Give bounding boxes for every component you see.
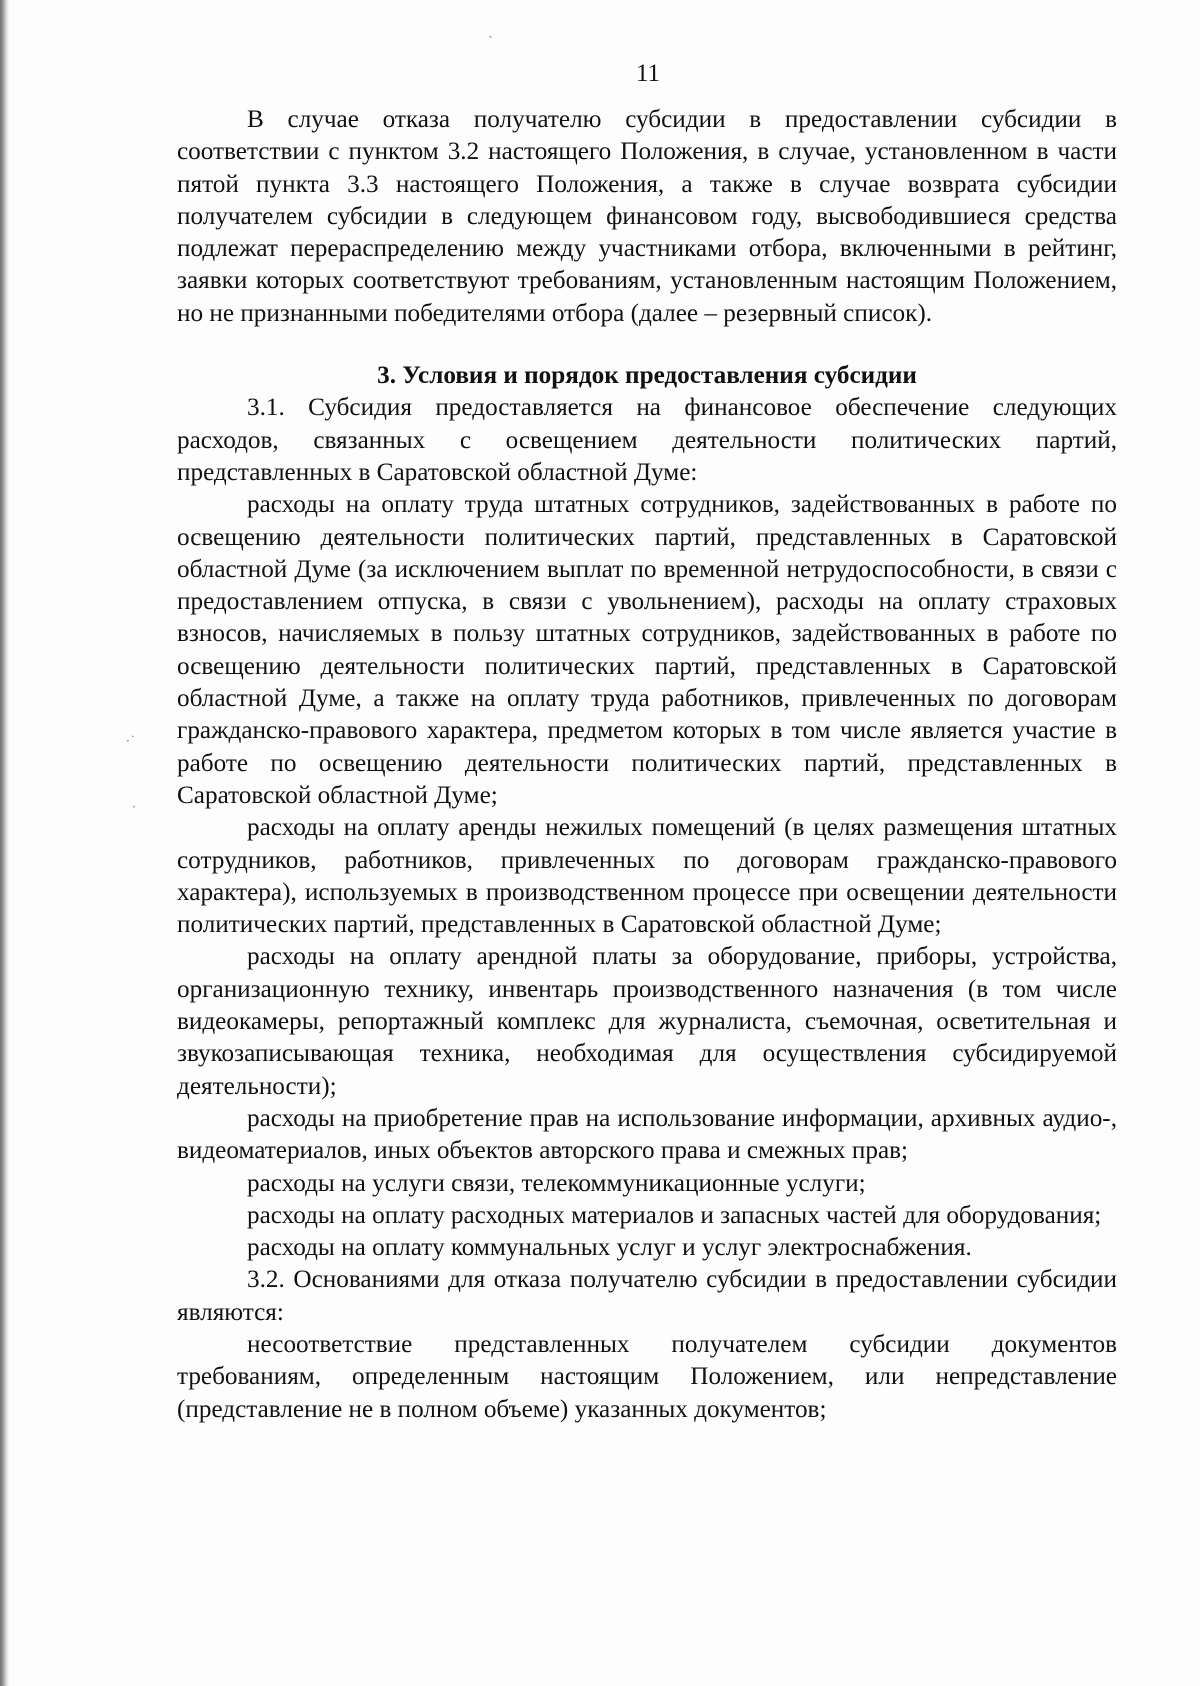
paragraph: 3.1. Субсидия предоставляется на финансовое обеспечение следующих расходов, связанных с освещением деятельности политических партий, представленных в Саратовской областной Думе:: [177, 394, 1117, 486]
paragraph: расходы на оплату арендной платы за оборудование, приборы, устройства, организационную технику, инвентарь производственного назначения (в том числе видеокамеры, репортажный комплекс для журналиста, съемочная, осветительная и звукозаписывающая техника, необходимая для осуществления субсидируемой деятельности);: [177, 943, 1117, 1100]
paragraph: расходы на услуги связи, телекоммуникационные услуги;: [247, 1169, 866, 1197]
scan-edge: [0, 0, 9, 1686]
paragraph: расходы на оплату расходных материалов и запасных частей для оборудования;: [247, 1201, 1102, 1229]
scan-speck: ˎ: [488, 24, 494, 38]
paragraph: В случае отказа получателю субсидии в предоставлении субсидии в соответствии с пунктом 3.2 настоящего Положения, в случае, установленном в части пятой пункта 3.3 настоящего Положения, а также в случае возврата субсидии получателем субсидии в следующем финансовом году, высвободившиеся средства подлежат перераспределению между участниками отбора, включенными в рейтинг, заявки которых соответствуют требованиям, установленным настоящим Положением, но не признанными победителями отбора (далее – резервный список).: [177, 106, 1117, 327]
paragraph: расходы на оплату аренды нежилых помещений (в целях размещения штатных сотрудников, работников, привлеченных по договорам гражданско-правового характера), используемых в производственном процессе при освещении деятельности политических партий, представленных в Саратовской областной Думе;: [177, 814, 1117, 939]
scan-speck: ·: [132, 800, 136, 814]
paragraph: расходы на оплату коммунальных услуг и услуг электроснабжения.: [247, 1234, 972, 1262]
paragraph: 3.2. Основаниями для отказа получателю субсидии в предоставлении субсидии являются:: [177, 1266, 1117, 1326]
document-body: [177, 104, 1117, 1426]
scan-speck: ·˙: [126, 734, 136, 748]
paragraph: расходы на оплату труда штатных сотрудников, задействованных в работе по освещению деятельности политических партий, представленных в Саратовской областной Думе (за исключением выплат по временной нетрудоспособности, в связи с предоставлением отпуска, в связи с увольнением), расходы на оплату страховых взносов, начисляемых в пользу штатных сотрудников, задействованных в работе по освещению деятельности политических партий, представленных в Саратовской областной Думе, а также на оплату труда работников, привлеченных по договорам гражданско-правового характера, предметом которых в том числе является участие в работе по освещению деятельности политических партий, представленных в Саратовской областной Думе;: [177, 491, 1117, 809]
section-heading: 3. Условия и порядок предоставления субсидии: [377, 362, 917, 390]
page-number: 11: [635, 60, 661, 87]
paragraph: расходы на приобретение прав на использование информации, архивных аудио-, видеоматериалов, иных объектов авторского права и смежных прав;: [177, 1104, 1117, 1165]
paragraph: несоответствие представленных получателем субсидии документов требованиям, определенным настоящим Положением, или непредставление (представление не в полном объеме) указанных документов;: [177, 1330, 1117, 1423]
